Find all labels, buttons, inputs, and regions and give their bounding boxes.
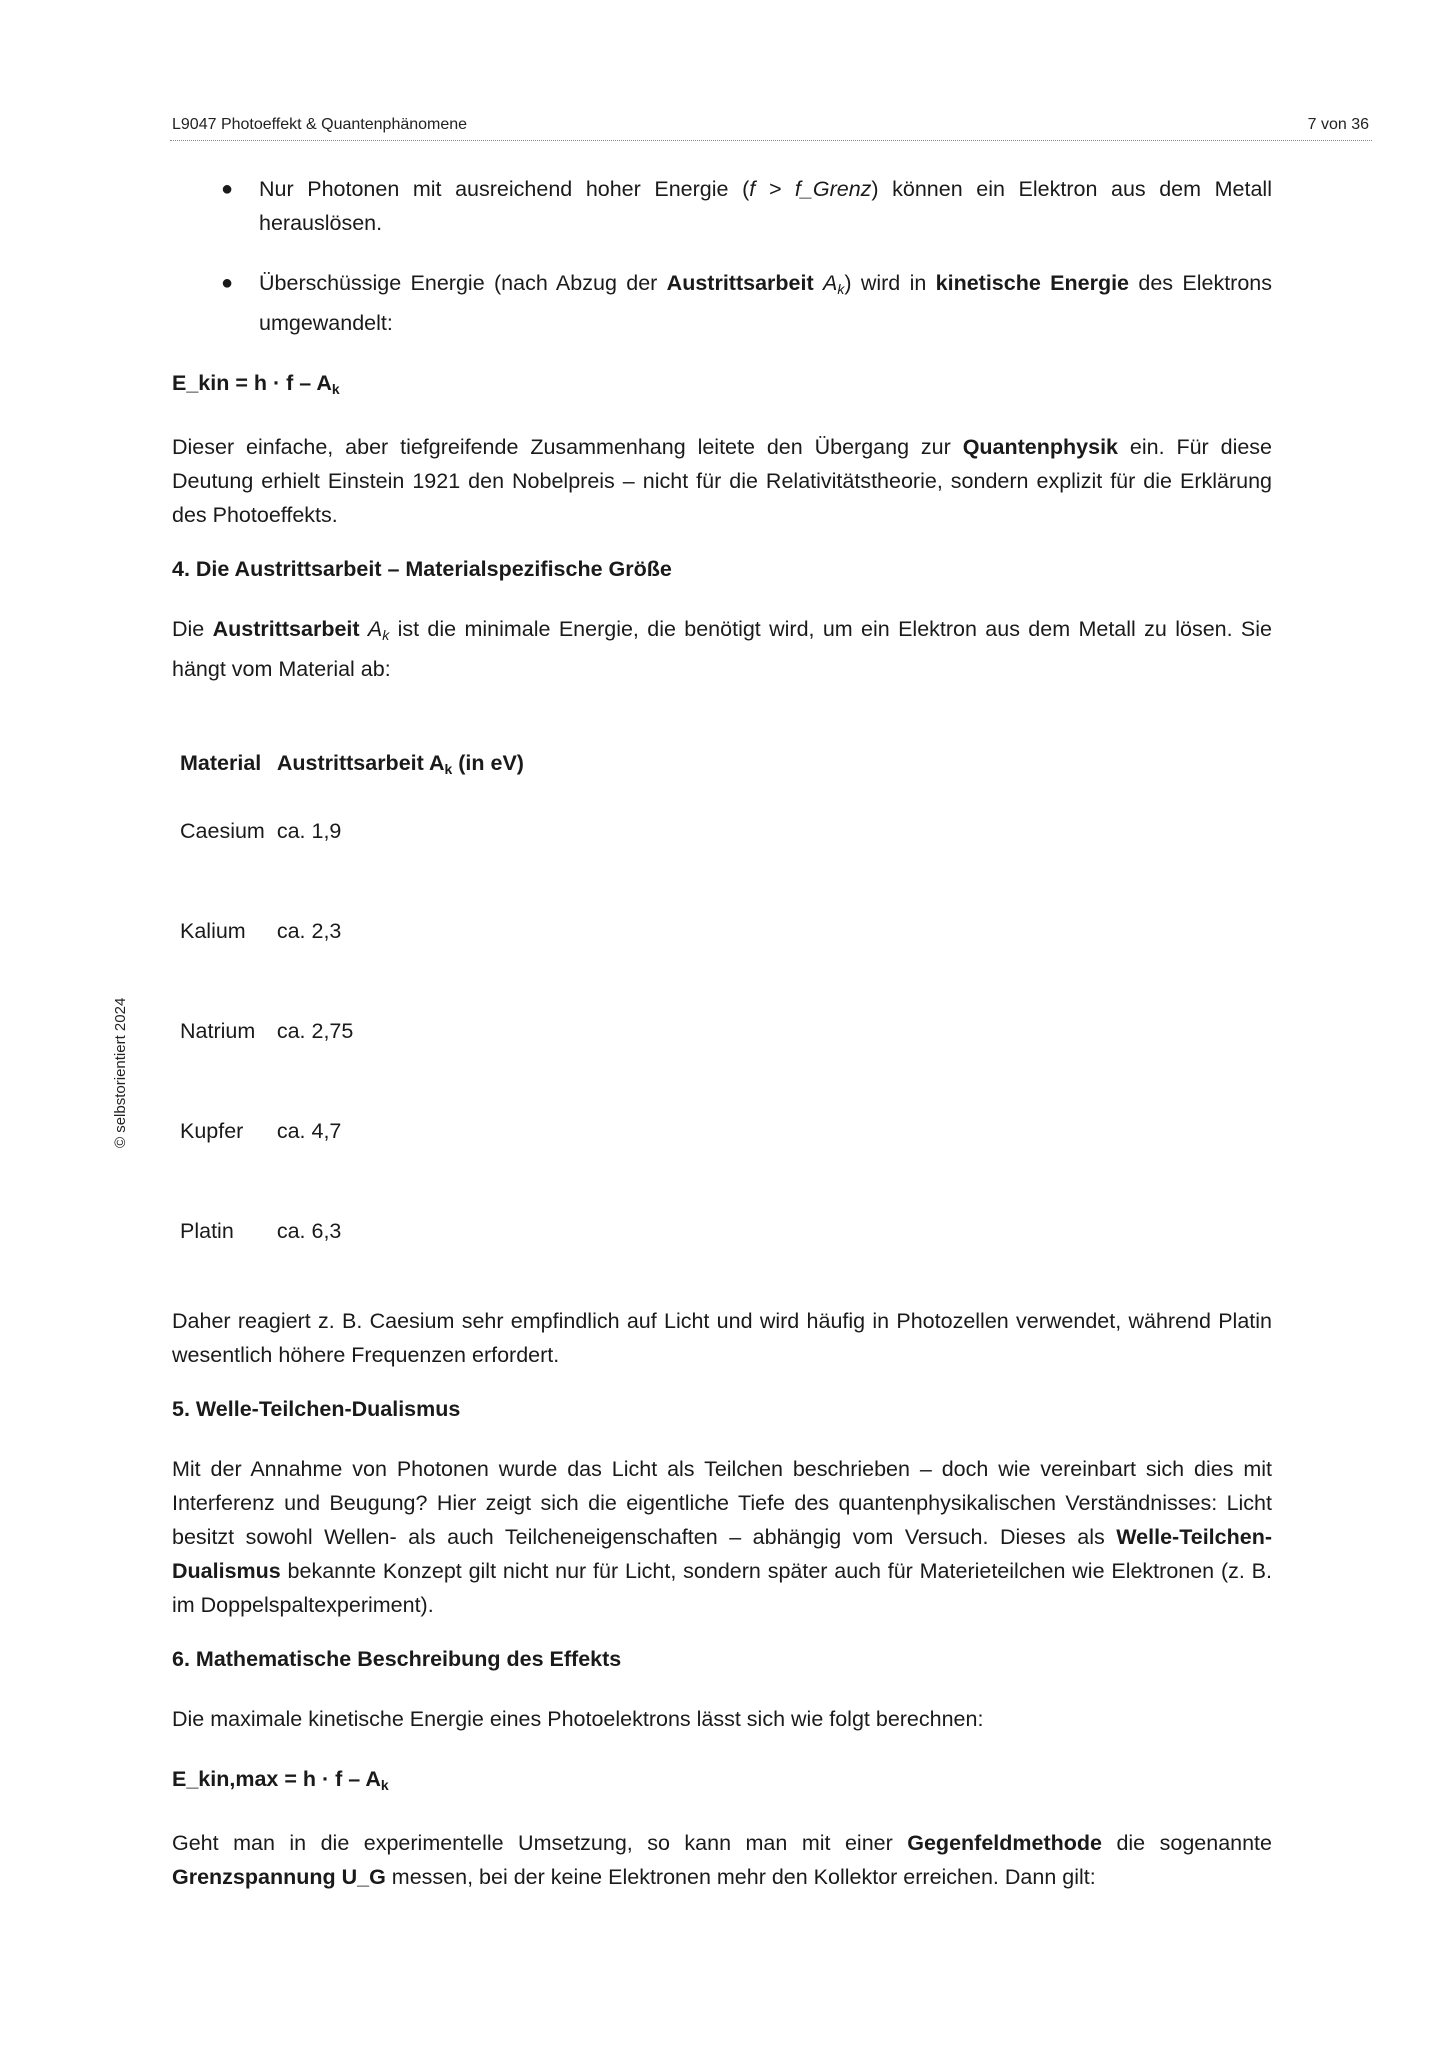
cell-value: ca. 1,9 — [276, 819, 342, 843]
cell-material: Platin — [180, 1219, 234, 1243]
section-heading-6: 6. Mathematische Beschreibung des Effekts — [172, 1647, 622, 1671]
table-row — [176, 1004, 532, 1104]
paragraph-max-ekin: Die maximale kinetische Energie eines Photoelektrons lässt sich wie folgt berechnen: — [172, 1707, 984, 1731]
cell-value: ca. 2,75 — [276, 1019, 354, 1043]
bullet-item: ● Überschüssige Energie (nach Abzug der Austrittsarbeit $A_k$) wird in kinetische Energie des Elektrons umgewandelt: — [172, 266, 1272, 340]
page-content — [172, 172, 1272, 1894]
paragraph-dualismus: Mit der Annahme von Photonen wurde das Licht als Teilchen beschrieben – doch wie vereinbart sich dies mit Interferenz und Beugung? Hier zeigt sich die eigentliche Tiefe des quantenphysikalischen Verständnisses: Licht besitzt sowohl Wellen- als auch Teilcheneigenschaften – abhängig vom Versuch. Dieses als Welle-Teilchen-Dualismus bekannte Konzept gilt nicht nur für Licht, sondern später auch für Materieteilchen wie Elektronen (z. B. im Doppelspaltexperiment). — [172, 1457, 1272, 1617]
table-header-row — [176, 738, 532, 804]
copyright-note: © selbstorientiert 2024 — [112, 997, 129, 1148]
bullet-list — [172, 172, 1272, 340]
page-header — [170, 114, 1372, 141]
cell-material: Natrium — [180, 1019, 256, 1043]
cell-material: Kupfer — [180, 1119, 244, 1143]
paragraph-gegenfeldmethode: Geht man in die experimentelle Umsetzung, so kann man mit einer Gegenfeldmethode die sogenannte Grenzspannung U_G messen, bei der keine Elektronen mehr den Kollektor erreichen. Dann gilt: — [172, 1831, 1272, 1889]
cell-material: Caesium — [180, 819, 265, 843]
paragraph-quantenphysik: Dieser einfache, aber tiefgreifende Zusammenhang leitete den Übergang zur Quantenphysik ein. Für diese Deutung erhielt Einstein 1921 den Nobelpreis – nicht für die Relativitätstheorie, sondern explizit für die Erklärung des Photoeffekts. — [172, 435, 1273, 527]
formula-ekin-max: E_kin,max = $h \cdot f - A_k$ — [172, 1767, 389, 1793]
paragraph-austrittsarbeit: Die Austrittsarbeit $A_k$ ist die minimale Energie, die benötigt wird, um ein Elektron aus dem Metall zu lösen. Sie hängt vom Material ab: — [172, 617, 1272, 681]
section-heading-4: 4. Die Austrittsarbeit – Materialspezifische Größe — [172, 557, 672, 581]
cell-value: ca. 2,3 — [276, 919, 342, 943]
cell-value: ca. 6,3 — [276, 1219, 342, 1243]
column-header-material: Material — [180, 751, 262, 775]
table-row — [176, 904, 532, 1004]
page-indicator: 7 von 36 — [1307, 116, 1369, 133]
bullet-icon: ● — [221, 178, 234, 200]
work-function-table — [176, 738, 532, 1304]
bullet-item: ● Nur Photonen mit ausreichend hoher Energie (f > f_Grenz) können ein Elektron aus dem Metall herauslösen. — [172, 172, 1272, 240]
formula-ekin: E_kin = $h \cdot f - A_k$ — [172, 371, 340, 397]
document-title: L9047 Photoeffekt & Quantenphänomene — [172, 116, 468, 133]
bullet-icon: ● — [221, 272, 234, 294]
section-heading-5: 5. Welle-Teilchen-Dualismus — [172, 1397, 461, 1421]
table-row — [176, 1204, 532, 1304]
table-row — [176, 804, 532, 904]
table-row — [176, 1104, 532, 1204]
paragraph-caesium: Daher reagiert z. B. Caesium sehr empfindlich auf Licht und wird häufig in Photozellen verwendet, während Platin wesentlich höhere Frequenzen erfordert. — [172, 1309, 1272, 1367]
cell-material: Kalium — [180, 919, 246, 943]
cell-value: ca. 4,7 — [276, 1119, 342, 1143]
column-header-work-function: Austrittsarbeit $A_k$ (in eV) — [276, 751, 524, 777]
